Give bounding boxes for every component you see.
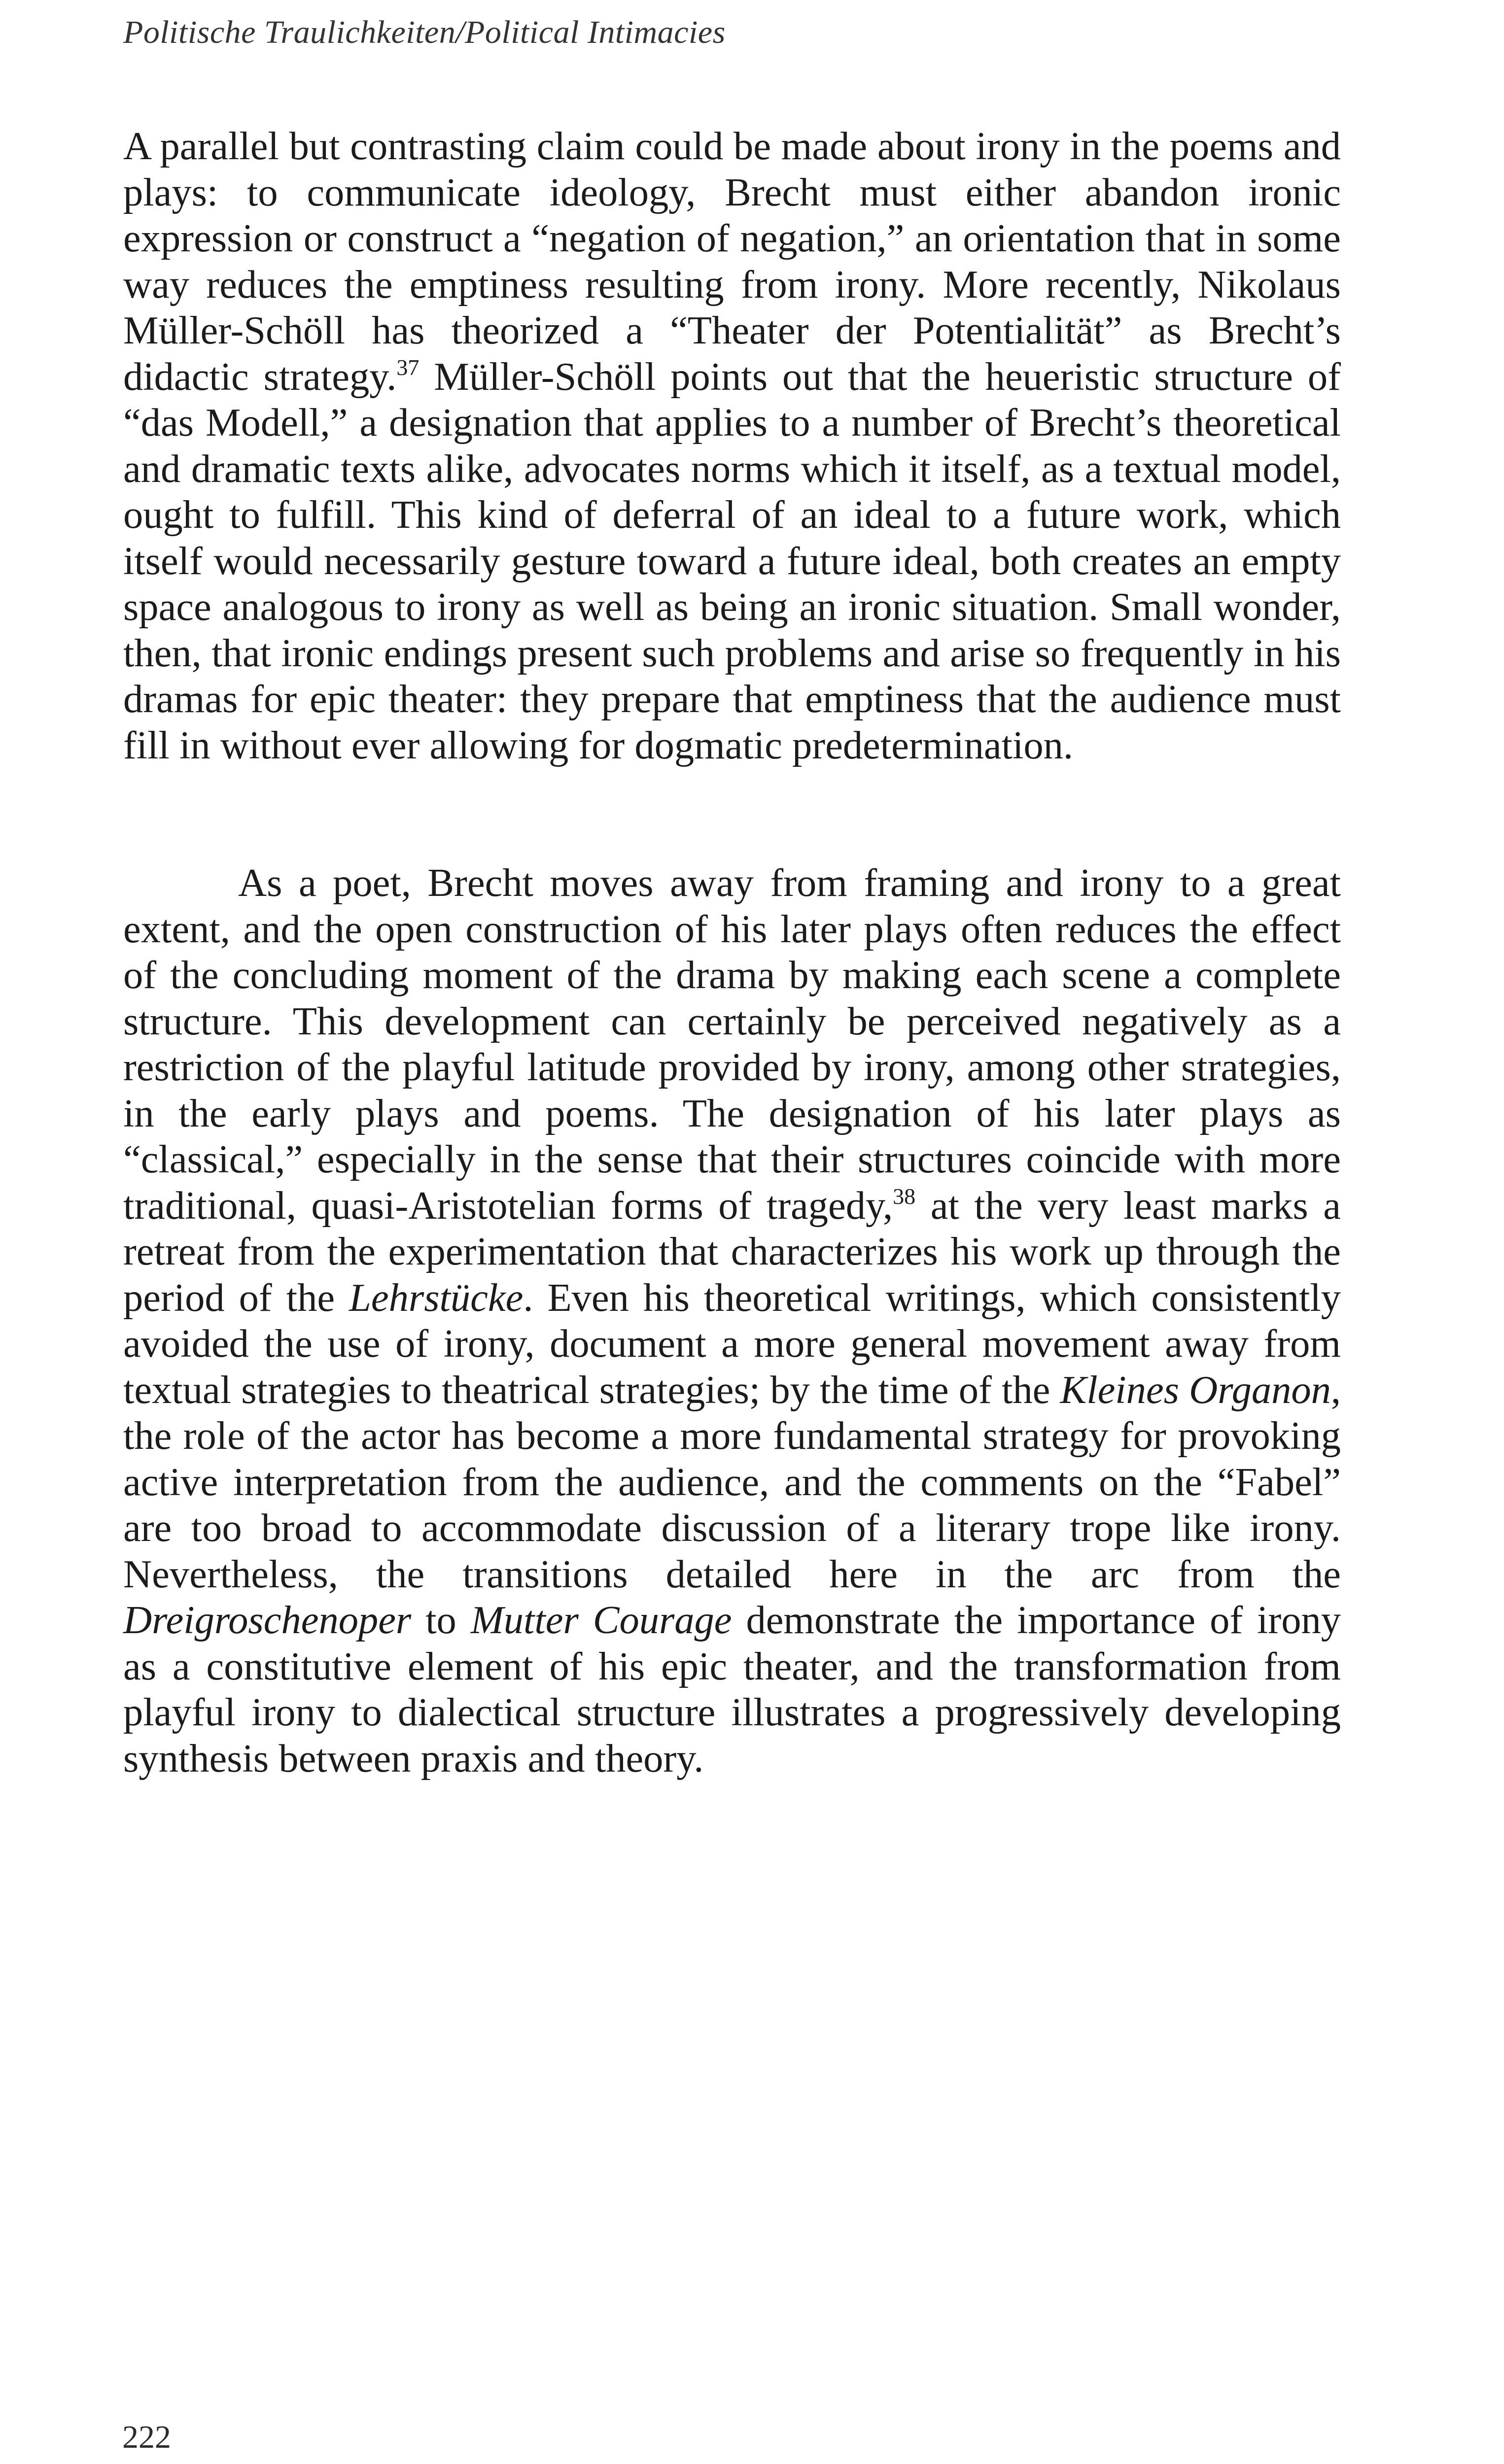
paragraph-text: at the very least marks a retreat from the experimentation that characterizes his work up through the period of the	[123, 1183, 1341, 1320]
work-title-lehrstucke: Lehrstücke	[349, 1275, 524, 1320]
paragraph-text: . Even his theoretical writings, which consistently avoided the use of irony, document a more general movement away from textual strategies to theatrical strategies; by the time of the	[123, 1275, 1341, 1412]
footnote-ref-38: 38	[893, 1183, 916, 1209]
footnote-ref-37: 37	[396, 354, 420, 380]
work-title-kleines-organon: Kleines Organon	[1060, 1368, 1331, 1412]
paragraph-text: Müller-Schöll points out that the heueristic structure of “das Modell,” a designation that applies to a number of Brecht’s theoretical and dramatic texts alike, advocates norms which it itself, as a textual model, ought to fulfill. This kind of deferral of an ideal to a future work, which itself would necessarily gesture toward a future ideal, both creates an empty space analogous to irony as well as being an ironic situation. Small wonder, then, that ironic endings present such problems and arise so frequently in his dramas for epic theater: they prepare that emptiness that the audience must fill in without ever allowing for dogmatic predetermination.	[123, 354, 1341, 767]
paragraph-text: A parallel but contrasting claim could be made about irony in the poems and plays: to communicate ideology, Brecht must either abandon ironic expression or construct a “negation of negation,” an orientation that in some way reduces the emptiness resulting from irony. More recently, Nikolaus Müller-Schöll has theorized a “Theater der Potentialität” as Brecht’s didactic strategy.	[123, 124, 1341, 399]
page-number: 222	[122, 2419, 171, 2455]
paragraph-text: As a poet, Brecht moves away from framing and irony to a great extent, and the open construction of his later plays often reduces the effect of the concluding moment of the drama by making each scene a complete structure. This development can certainly be perceived negatively as a restriction of the playful latitude provided by irony, among other strategies, in the early plays and poems. The designation of his later plays as “classical,” especially in the sense that their structures coincide with more traditional, quasi-Aristotelian forms of tragedy,	[123, 861, 1341, 1228]
paragraph-text: demonstrate the importance of irony as a constitutive element of his epic theater, and the transformation from playful irony to dialectical structure illustrates a progressively developing synthesis between praxis and theory.	[123, 1598, 1341, 1780]
running-header: Politische Traulichkeiten/Political Intimacies	[123, 14, 726, 50]
body-paragraph-1	[123, 123, 1341, 768]
work-title-dreigroschenoper: Dreigroschenoper	[123, 1598, 412, 1642]
body-paragraph-2	[123, 860, 1341, 1781]
paragraph-text: , the role of the actor has become a more fundamental strategy for provoking active interpretation from the audience, and the comments on the “Fabel” are too broad to accommodate discussion of a literary trope like irony. Nevertheless, the transitions detailed here in the arc from the	[123, 1368, 1341, 1596]
paragraph-text: to	[411, 1598, 471, 1642]
work-title-mutter-courage: Mutter Courage	[470, 1598, 732, 1642]
